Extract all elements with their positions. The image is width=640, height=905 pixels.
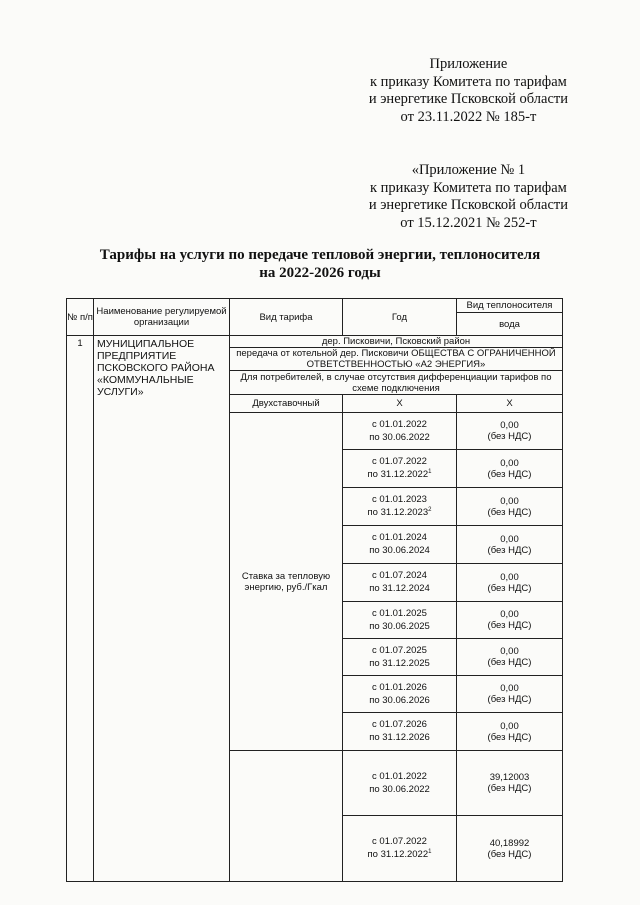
period-cell: с 01.01.2024 по 30.06.2024 xyxy=(343,526,457,564)
tariff-table xyxy=(66,298,563,882)
two-part-year: X xyxy=(343,395,457,413)
location-cell: дер. Писковичи, Псковский район xyxy=(230,336,563,348)
header-line: и энергетике Псковской области xyxy=(368,197,568,213)
organization-name: МУНИЦИПАЛЬНОЕ ПРЕДПРИЯТИЕ ПСКОВСКОГО РАЙОНА «КОММУНАЛЬНЫЕ УСЛУГИ» xyxy=(94,336,230,882)
two-part-value: X xyxy=(457,395,563,413)
value-cell: 0,00 (без НДС) xyxy=(457,713,563,751)
value-cell: 0,00 (без НДС) xyxy=(457,676,563,713)
period-cell: с 01.01.2023 по 31.12.2023$^2$ xyxy=(343,488,457,526)
two-part-label: Двухставочный xyxy=(230,395,343,413)
header-org: Наименование регулируемой организации xyxy=(94,299,230,336)
period-cell: с 01.07.2024 по 31.12.2024 xyxy=(343,564,457,602)
header-line: от 15.12.2021 № 252-т xyxy=(400,214,537,231)
table-header-row xyxy=(67,299,563,313)
header-line: к приказу Комитета по тарифам xyxy=(370,73,567,90)
header-line: «Приложение № 1 xyxy=(411,162,526,178)
value-cell: 0,00 (без НДС) xyxy=(457,639,563,676)
header-tariff-type: Вид тарифа xyxy=(230,299,343,336)
title-line-2: на 2022-2026 годы xyxy=(259,265,381,281)
period-cell: с 01.07.2026 по 31.12.2026 xyxy=(343,713,457,751)
header-line: Приложение xyxy=(429,56,508,72)
period-cell: с 01.01.2022 по 30.06.2022 xyxy=(343,751,457,816)
header-line: от 23.11.2022 № 185-т xyxy=(400,108,537,125)
rate-label: Ставка за тепловую энергию, руб./Гкал xyxy=(230,413,343,751)
consumers-cell: Для потребителей, в случае отсутствия дифференциации тарифов по схеме подключения xyxy=(230,371,563,395)
period-cell: с 01.07.2022 по 31.12.2022$^1$ xyxy=(343,816,457,882)
header-line: к приказу Комитета по тарифам xyxy=(370,179,567,196)
period-cell: с 01.01.2025 по 30.06.2025 xyxy=(343,602,457,639)
header-line: и энергетике Псковской области xyxy=(368,91,568,107)
header-carrier: Вид теплоносителя xyxy=(457,299,563,313)
value-cell: 0,00 (без НДС) xyxy=(457,413,563,450)
document-title xyxy=(0,246,640,282)
header-block-2 xyxy=(369,162,568,232)
header-year: Год xyxy=(343,299,457,336)
value-cell: 0,00 (без НДС) xyxy=(457,564,563,602)
value-cell: 39,12003 (без НДС) xyxy=(457,751,563,816)
second-tariff-cell xyxy=(230,751,343,882)
transfer-cell: передача от котельной дер. Писковичи ОБЩЕСТВА С ОГРАНИЧЕННОЙ ОТВЕТСТВЕННОСТЬЮ «А2 ЭНЕРГИЯ» xyxy=(230,348,563,371)
value-cell: 0,00 (без НДС) xyxy=(457,526,563,564)
value-cell: 40,18992 (без НДС) xyxy=(457,816,563,882)
value-cell: 0,00 (без НДС) xyxy=(457,602,563,639)
value-cell: 0,00 (без НДС) xyxy=(457,450,563,488)
period-cell: с 01.01.2022 по 30.06.2022 xyxy=(343,413,457,450)
period-cell: с 01.07.2022 по 31.12.2022$^1$ xyxy=(343,450,457,488)
table-row xyxy=(67,336,563,348)
title-line-1: Тарифы на услуги по передаче тепловой энергии, теплоносителя xyxy=(99,247,541,263)
row-number: 1 xyxy=(67,336,94,882)
header-block-1 xyxy=(369,56,568,126)
value-cell: 0,00 (без НДС) xyxy=(457,488,563,526)
header-num: № п/п xyxy=(67,299,94,336)
header-water: вода xyxy=(457,313,563,336)
period-cell: с 01.07.2025 по 31.12.2025 xyxy=(343,639,457,676)
period-cell: с 01.01.2026 по 30.06.2026 xyxy=(343,676,457,713)
